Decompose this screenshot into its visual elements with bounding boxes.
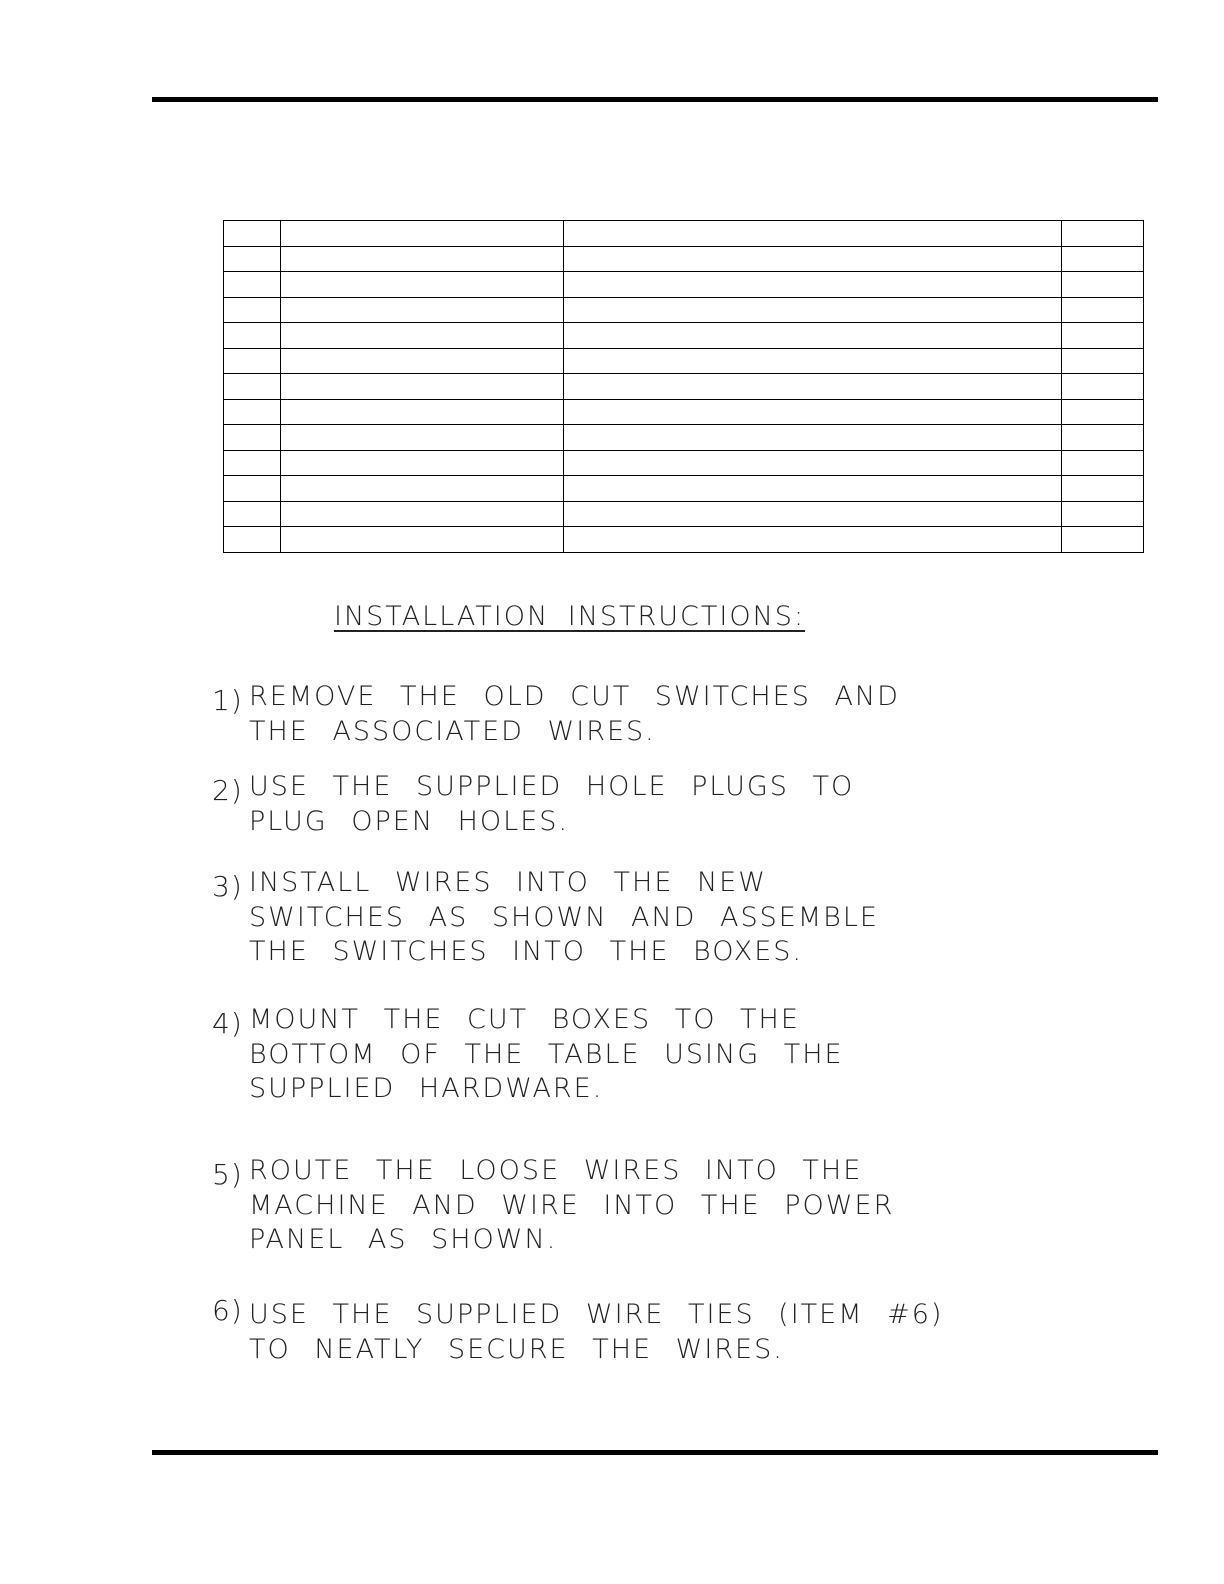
step-text: [249, 1003, 844, 1107]
table-cell-item: [224, 323, 281, 349]
step-line: SUPPLIED HARDWARE.: [249, 1073, 604, 1104]
table-cell-item: [224, 272, 281, 298]
step-line: REMOVE THE OLD CUT SWITCHES AND: [249, 681, 900, 712]
step-line: MOUNT THE CUT BOXES TO THE: [249, 1004, 800, 1035]
table-cell-quantity: [1062, 272, 1144, 298]
table-cell-quantity: [1062, 476, 1144, 502]
table-cell-quantity: [1062, 527, 1144, 553]
table-cell-part-number: [281, 246, 564, 272]
table-cell-item: [224, 221, 281, 247]
table-cell-part-number: [281, 450, 564, 476]
table-row: [224, 527, 1144, 553]
step-line: ROUTE THE LOOSE WIRES INTO THE: [249, 1155, 863, 1186]
step-line: MACHINE AND WIRE INTO THE POWER: [249, 1189, 895, 1221]
table-row: [224, 501, 1144, 527]
step-line: BOTTOM OF THE TABLE USING THE: [249, 1038, 844, 1070]
step-line: TO NEATLY SECURE THE WIRES.: [249, 1333, 784, 1365]
step-line: PANEL AS SHOWN.: [249, 1224, 558, 1255]
table-cell-description: [564, 272, 1062, 298]
table-cell-item: [224, 399, 281, 425]
header-rule: [152, 97, 1158, 102]
step-number: 2): [212, 774, 243, 807]
table-cell-description: [564, 399, 1062, 425]
table-row: [224, 476, 1144, 502]
table-cell-description: [564, 527, 1062, 553]
step-text: [249, 1298, 943, 1367]
table-cell-part-number: [281, 399, 564, 425]
table-row: [224, 246, 1144, 272]
parts-list-table: [223, 220, 1144, 553]
parts-list-body: [224, 221, 1144, 553]
table-cell-item: [224, 246, 281, 272]
table-cell-quantity: [1062, 246, 1144, 272]
step-line: THE SWITCHES INTO THE BOXES.: [249, 936, 804, 967]
table-cell-quantity: [1062, 374, 1144, 400]
table-cell-item: [224, 450, 281, 476]
step-text: [249, 680, 900, 749]
table-cell-part-number: [281, 348, 564, 374]
table-cell-item: [224, 297, 281, 323]
table-cell-quantity: [1062, 297, 1144, 323]
table-cell-quantity: [1062, 501, 1144, 527]
table-cell-quantity: [1062, 323, 1144, 349]
step-line: USE THE SUPPLIED WIRE TIES (ITEM #6): [249, 1299, 944, 1330]
table-cell-description: [564, 374, 1062, 400]
table-cell-quantity: [1062, 221, 1144, 247]
table-cell-description: [564, 323, 1062, 349]
table-cell-description: [564, 297, 1062, 323]
instructions-heading: INSTALLATION INSTRUCTIONS:: [334, 601, 806, 632]
table-cell-quantity: [1062, 399, 1144, 425]
table-cell-description: [564, 221, 1062, 247]
table-cell-part-number: [281, 527, 564, 553]
step-number: 5): [212, 1158, 243, 1191]
table-row: [224, 450, 1144, 476]
table-cell-part-number: [281, 501, 564, 527]
step-line: THE ASSOCIATED WIRES.: [249, 715, 656, 747]
step-line: PLUG OPEN HOLES.: [249, 805, 569, 837]
table-cell-part-number: [281, 272, 564, 298]
table-row: [224, 272, 1144, 298]
step-text: [249, 1154, 894, 1258]
table-row: [224, 221, 1144, 247]
table-cell-description: [564, 425, 1062, 451]
table-cell-description: [564, 246, 1062, 272]
step-line: USE THE SUPPLIED HOLE PLUGS TO: [249, 771, 855, 802]
step-number: 3): [212, 870, 243, 903]
table-row: [224, 399, 1144, 425]
table-cell-part-number: [281, 476, 564, 502]
table-cell-description: [564, 348, 1062, 374]
table-row: [224, 297, 1144, 323]
step-number: 4): [212, 1007, 243, 1040]
table-cell-description: [564, 501, 1062, 527]
table-cell-part-number: [281, 323, 564, 349]
table-row: [224, 348, 1144, 374]
table-cell-description: [564, 476, 1062, 502]
table-cell-item: [224, 348, 281, 374]
table-cell-quantity: [1062, 425, 1144, 451]
table-cell-item: [224, 501, 281, 527]
table-cell-part-number: [281, 425, 564, 451]
table-cell-description: [564, 450, 1062, 476]
table-cell-part-number: [281, 221, 564, 247]
step-line: INSTALL WIRES INTO THE NEW: [249, 867, 767, 898]
table-row: [224, 425, 1144, 451]
table-cell-item: [224, 374, 281, 400]
step-number: 1): [212, 684, 243, 717]
table-cell-quantity: [1062, 348, 1144, 374]
step-line: SWITCHES AS SHOWN AND ASSEMBLE: [249, 901, 879, 933]
step-number: 6): [212, 1294, 243, 1327]
step-text: [249, 866, 879, 970]
table-row: [224, 374, 1144, 400]
table-cell-quantity: [1062, 450, 1144, 476]
table-cell-part-number: [281, 374, 564, 400]
table-cell-item: [224, 425, 281, 451]
table-row: [224, 323, 1144, 349]
step-text: [249, 770, 854, 839]
table-cell-item: [224, 476, 281, 502]
footer-rule: [152, 1450, 1158, 1455]
table-cell-part-number: [281, 297, 564, 323]
table-cell-item: [224, 527, 281, 553]
